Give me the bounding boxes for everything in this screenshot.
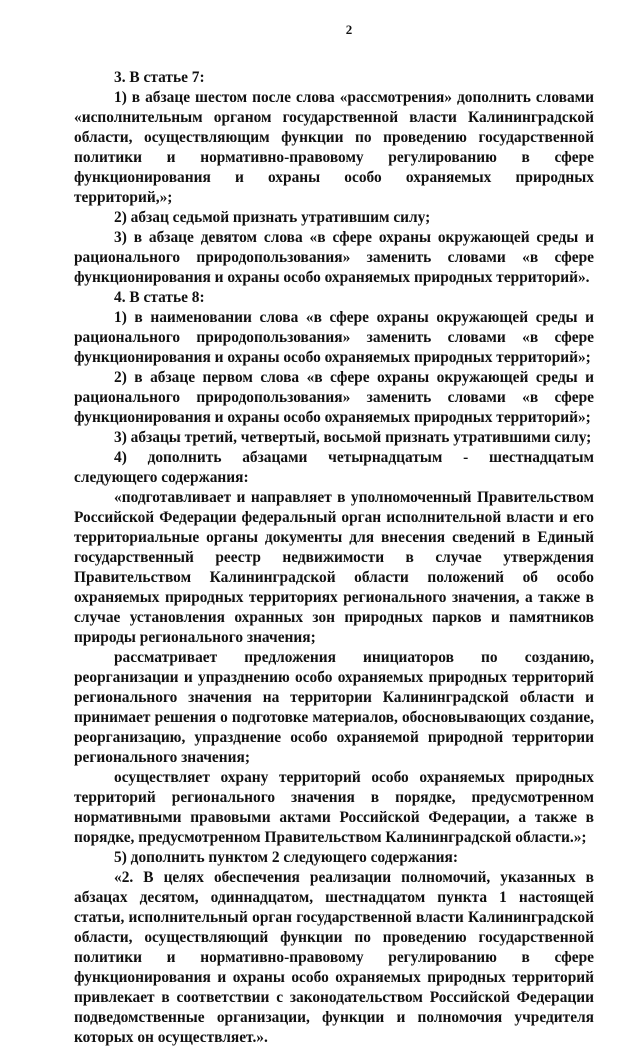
paragraph-quote-protects: осуществляет охрану территорий особо охраняемых природных территорий регионального значения в порядке, предусмотренном нормативными правовыми актами Российской Федерации, а также в порядке, предусмотренном Правительством Калининградской области.»; bbox=[74, 769, 594, 846]
paragraph-article-8-item-2: 2) в абзаце первом слова «в сфере охраны окружающей среды и рационального природопользования» заменить словами «в сфере функционирования и охраны особо охраняемых природных территорий»; bbox=[74, 369, 594, 426]
paragraph-article-7-item-2: 2) абзац седьмой признать утратившим силу; bbox=[114, 209, 431, 226]
paragraph-article-8-item-3: 3) абзацы третий, четвертый, восьмой признать утратившими силу; bbox=[114, 429, 592, 446]
paragraph-article-8-item-5: 5) дополнить пунктом 2 следующего содержания: bbox=[114, 849, 458, 866]
paragraph-quote-prepares: «подготавливает и направляет в уполномоченный Правительством Российской Федерации федеральный орган исполнительной власти и его территориальные органы документы для внесения сведений в Единый государственный реестр недвижимости в случае утверждения Правительством Калининградской области положений об особо охраняемых природных территориях регионального значения, а также в случае установления охранных зон природных парков и памятников природы регионального значения; bbox=[74, 489, 594, 646]
paragraph-article-8-item-4: 4) дополнить абзацами четырнадцатым - шестнадцатым следующего содержания: bbox=[74, 449, 594, 486]
paragraph-quote-considers: рассматривает предложения инициаторов по созданию, реорганизации и упразднению особо охраняемых природных территорий регионального значения на территории Калининградской области и принимает решения о подготовке материалов, обосновывающих создание, реорганизацию, упразднение особо охраняемой природной территории регионального значения; bbox=[74, 649, 594, 766]
paragraph-article-8-item-1: 1) в наименовании слова «в сфере охраны окружающей среды и рационального природопользования» заменить словами «в сфере функционирования и охраны особо охраняемых природных территорий»; bbox=[74, 309, 594, 366]
paragraph-article-7-item-3: 3) в абзаце девятом слова «в сфере охраны окружающей среды и рационального природопользования» заменить словами «в сфере функционирования и охраны особо охраняемых природных территорий». bbox=[74, 229, 594, 286]
document-body bbox=[74, 68, 594, 1048]
paragraph-quote-point-2: «2. В целях обеспечения реализации полномочий, указанных в абзацах десятом, одиннадцатом, шестнадцатом пункта 1 настоящей статьи, исполнительный орган государственной власти Калининградской области, осуществляющий функции по проведению государственной политики и нормативно-правовому регулированию в сфере функционирования и охраны особо охраняемых природных территорий привлекает в соответствии с законодательством Российской Федерации подведомственные организации, функции и полномочия учредителя которых он осуществляет.». bbox=[74, 869, 594, 1046]
page-number: 2 bbox=[345, 22, 353, 37]
paragraph-article-7-item-1: 1) в абзаце шестом после слова «рассмотрения» дополнить словами «исполнительным органом государственной власти Калининградской области, осуществляющим функции по проведению государственной политики и нормативно-правовому регулированию в сфере функционирования и охраны особо охраняемых природных территорий,»; bbox=[74, 89, 594, 206]
paragraph-article-8-heading: 4. В статье 8: bbox=[114, 289, 205, 306]
paragraph-article-7-heading: 3. В статье 7: bbox=[114, 69, 205, 86]
